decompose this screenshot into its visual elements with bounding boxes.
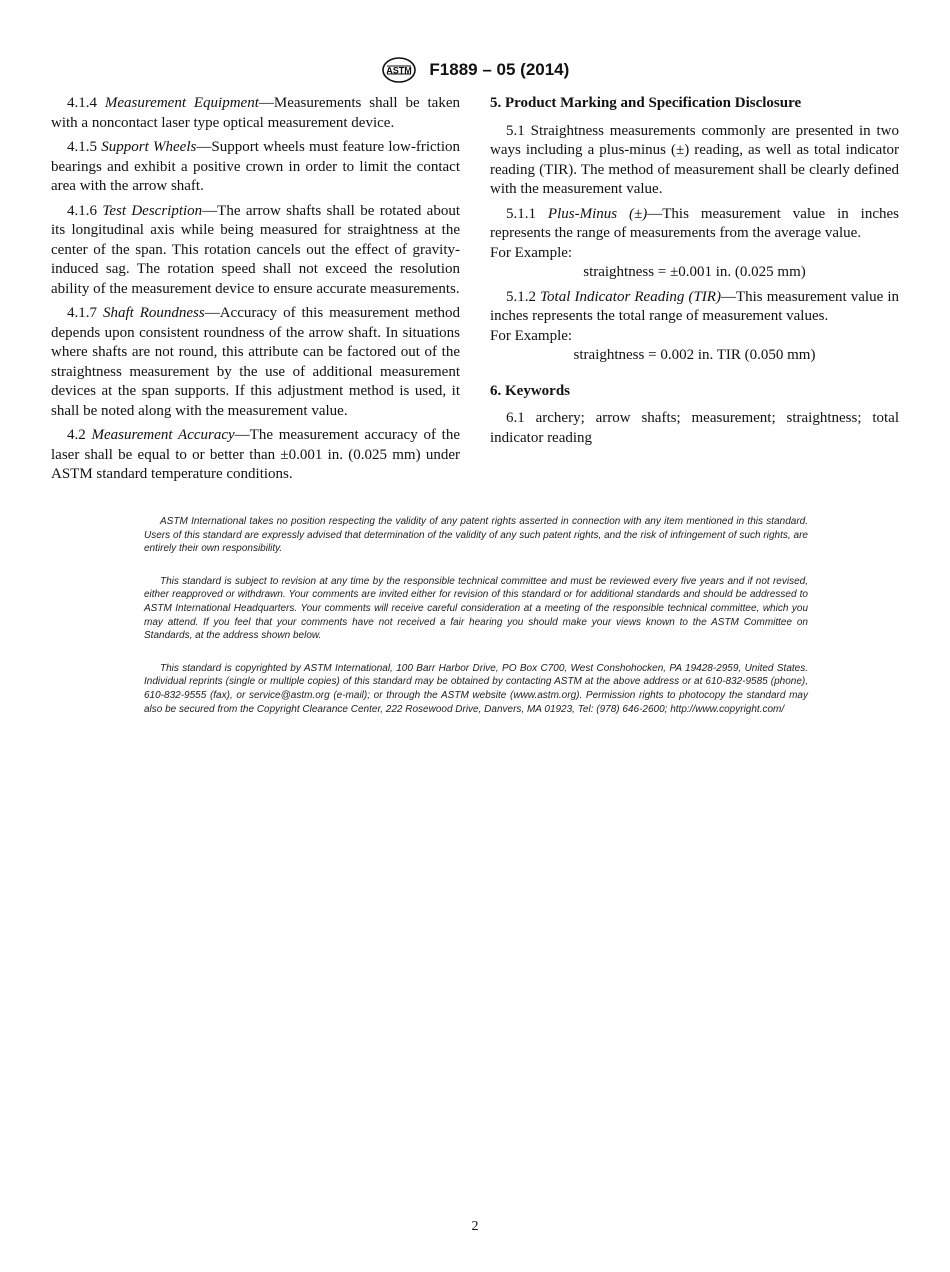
standard-designation: F1889 – 05 (2014) [429, 60, 570, 79]
equation-tir: straightness = 0.002 in. TIR (0.050 mm) [573, 347, 816, 363]
svg-text:ASTM: ASTM [385, 65, 412, 76]
paragraph-5-1 [490, 122, 899, 200]
clause-text: —Accuracy of this measurement method depends upon consistent roundness of the arrow shaft. In situations where shafts are not round, this attribute can be factored out of the straightness measurement by the use of additional measurement devices at the span supports. If this adjustment method is used, it shall be noted along with the measurement value. [51, 305, 460, 419]
paragraph-4-1-7 [51, 304, 460, 421]
page-number: 2 [471, 1219, 479, 1234]
clause-text: —Support wheels must feature low-friction bearings and exhibit a positive crown in order to limit the contact area with the arrow shaft. [51, 139, 461, 194]
clause-number: 6.1 [506, 410, 525, 426]
clause-term: Total Indicator Reading (TIR) [540, 288, 721, 305]
paragraph-4-2 [51, 426, 460, 485]
example-label: For Example: [490, 327, 573, 344]
clause-number: 5.1 [506, 122, 525, 139]
clause-term: Measurement Accuracy [91, 427, 235, 443]
page-header [0, 56, 950, 84]
clause-number: 5.1.2 [506, 288, 536, 305]
clause-number: 4.1.5 [67, 139, 97, 155]
legal-notices [144, 515, 808, 735]
clause-number: 4.2 [67, 427, 86, 443]
clause-text: —This measurement value in inches represents the total range of measurement values. [490, 288, 899, 324]
left-column [51, 94, 460, 490]
paragraph-5-1-2 [490, 288, 899, 327]
clause-number: 5.1.1 [506, 205, 536, 222]
clause-text: Straightness measurements commonly are presented in two ways including a plus-minus (±) reading, as well as total indicator reading (TIR). The method of measurement shall be clearly defined with the measurement value. [490, 122, 899, 197]
clause-term: Test Description [102, 202, 203, 219]
equation-plus-minus: straightness = ±0.001 in. (0.025 mm) [583, 264, 806, 280]
clause-text: —The measurement accuracy of the laser shall be equal to or better than ±0.001 in. (0.025 mm) under ASTM standard temperature conditions. [51, 427, 460, 482]
clause-number: 4.1.6 [67, 202, 97, 219]
paragraph-4-1-4 [51, 94, 460, 133]
clause-text: —Measurements shall be taken with a noncontact laser type optical measurement device. [51, 95, 461, 131]
revision-notice: This standard is subject to revision at any time by the responsible technical committee and must be reviewed every five years and if not revised, either reapproved or withdrawn. Your comments are invited either for revision of this standard or for additional standards and should be addressed to ASTM International Headquarters. Your comments will receive careful consideration at a meeting of the responsible technical committee, which you may attend. If you feel that your comments have not received a fair hearing you should make your views known to the ASTM Committee on Standards, at the address shown below. [144, 575, 808, 642]
clause-term: Support Wheels [101, 139, 197, 155]
clause-number: 4.1.4 [67, 95, 97, 111]
clause-term: Plus-Minus (±) [547, 205, 648, 222]
copyright-notice: This standard is copyrighted by ASTM International, 100 Barr Harbor Drive, PO Box C700, West Conshohocken, PA 19428-2959, United States. Individual reprints (single or multiple copies) of this standard may be obtained by contacting ASTM at the above address or at 610-832-9585 (phone), 610-832-9555 (fax), or service@astm.org (e-mail); or through the ASTM website (www.astm.org). Permission rights to photocopy the standard may also be secured from the Copyright Clearance Center, 222 Rosewood Drive, Danvers, MA 01923, Tel: (978) 646-2600; http://www.copyright.com/ [144, 662, 808, 715]
paragraph-4-1-6 [51, 202, 460, 300]
paragraph-4-1-5 [51, 138, 460, 197]
section-5-heading: 5. Product Marking and Specification Disclosure [490, 95, 802, 111]
clause-term: Measurement Equipment [104, 95, 259, 111]
clause-number: 4.1.7 [67, 305, 97, 321]
paragraph-6-1 [490, 409, 899, 448]
clause-text: archery; arrow shafts; measurement; straightness; total indicator reading [490, 410, 900, 446]
clause-term: Shaft Roundness [102, 305, 205, 321]
right-column [490, 94, 899, 453]
example-label: For Example: [490, 244, 573, 261]
clause-text: —The arrow shafts shall be rotated about its longitudinal axis while being measured for straightness at the center of the span. This rotation cancels out the effect of gravity-induced sag. The rotation speed shall not exceed the resolution ability of the measurement device to ensure accurate measurements. [51, 202, 461, 297]
astm-logo-icon [381, 56, 417, 84]
clause-text: —This measurement value in inches represents the range of measurements from the average value. [490, 205, 900, 241]
section-6-heading: 6. Keywords [490, 382, 570, 399]
patent-notice: ASTM International takes no position respecting the validity of any patent rights asserted in connection with any item mentioned in this standard. Users of this standard are expressly advised that determination of the validity of any such patent rights, and the risk of infringement of such rights, are entirely their own responsibility. [144, 516, 808, 555]
paragraph-5-1-1 [490, 205, 899, 244]
